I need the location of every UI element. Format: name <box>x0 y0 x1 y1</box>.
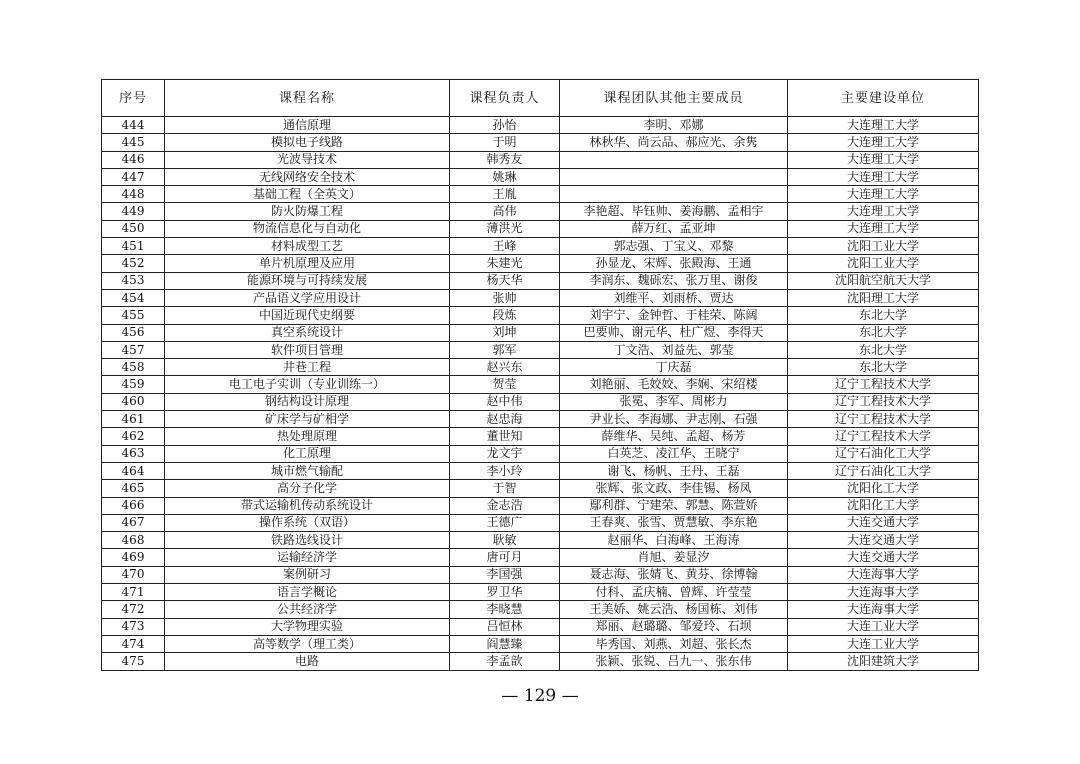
cell-team-members <box>560 168 788 185</box>
cell-team-members: 刘维平、刘雨桥、贾达 <box>560 289 788 306</box>
cell-course-name: 大学物理实验 <box>165 618 450 635</box>
cell-team-members: 李润东、魏砾宏、张万里、谢俊 <box>560 272 788 289</box>
cell-course-name: 井巷工程 <box>165 359 450 376</box>
cell-course-lead: 唐可月 <box>450 549 560 566</box>
cell-course-name: 物流信息化与自动化 <box>165 220 450 237</box>
cell-course-name: 产品语义学应用设计 <box>165 289 450 306</box>
cell-no: 457 <box>102 341 165 358</box>
cell-course-name: 公共经济学 <box>165 601 450 618</box>
cell-unit: 大连理工大学 <box>788 220 979 237</box>
cell-course-name: 电工电子实训（专业训练一） <box>165 376 450 393</box>
cell-team-members <box>560 186 788 203</box>
table-row <box>102 186 979 203</box>
header-course-lead: 课程负责人 <box>450 80 560 117</box>
cell-course-name: 真空系统设计 <box>165 324 450 341</box>
table-row <box>102 134 979 151</box>
cell-course-lead: 吕恒林 <box>450 618 560 635</box>
header-team-members: 课程团队其他主要成员 <box>560 80 788 117</box>
cell-team-members: 刘宇宁、金钟哲、于桂荣、陈阔 <box>560 307 788 324</box>
cell-course-lead: 王峰 <box>450 238 560 255</box>
cell-unit: 辽宁工程技术大学 <box>788 376 979 393</box>
table-row <box>102 151 979 168</box>
cell-no: 475 <box>102 653 165 670</box>
table-row <box>102 255 979 272</box>
cell-course-lead: 朱建光 <box>450 255 560 272</box>
cell-course-name: 案例研习 <box>165 566 450 583</box>
cell-no: 444 <box>102 117 165 134</box>
cell-course-name: 高分子化学 <box>165 480 450 497</box>
cell-unit: 大连海事大学 <box>788 601 979 618</box>
cell-team-members: 薛万红、孟亚坤 <box>560 220 788 237</box>
cell-course-lead: 韩秀友 <box>450 151 560 168</box>
cell-course-name: 运输经济学 <box>165 549 450 566</box>
cell-no: 465 <box>102 480 165 497</box>
header-unit: 主要建设单位 <box>788 80 979 117</box>
cell-team-members: 刘艳丽、毛姣姣、李娴、宋绍楼 <box>560 376 788 393</box>
cell-team-members: 聂志海、张婧飞、黄芬、徐博翰 <box>560 566 788 583</box>
cell-unit: 东北大学 <box>788 359 979 376</box>
cell-team-members: 丁文浩、刘益先、郭莹 <box>560 341 788 358</box>
cell-team-members: 王美娇、姚云浩、杨国栋、刘伟 <box>560 601 788 618</box>
table-row <box>102 514 979 531</box>
cell-team-members: 张颖、张锐、吕九一、张东伟 <box>560 653 788 670</box>
table-row <box>102 428 979 445</box>
cell-no: 459 <box>102 376 165 393</box>
cell-no: 449 <box>102 203 165 220</box>
cell-team-members: 林秋华、尚云品、郝应光、余隽 <box>560 134 788 151</box>
cell-course-name: 语言学概论 <box>165 584 450 601</box>
cell-team-members: 郑丽、赵璐璐、邹爱玲、石坝 <box>560 618 788 635</box>
cell-unit: 大连理工大学 <box>788 134 979 151</box>
cell-team-members: 毕秀国、刘燕、刘超、张长杰 <box>560 635 788 652</box>
cell-no: 458 <box>102 359 165 376</box>
cell-course-name: 中国近现代史纲要 <box>165 307 450 324</box>
cell-team-members: 谢飞、杨帆、王丹、王磊 <box>560 462 788 479</box>
cell-unit: 沈阳建筑大学 <box>788 653 979 670</box>
cell-course-lead: 李孟歆 <box>450 653 560 670</box>
table-row <box>102 272 979 289</box>
cell-course-name: 光波导技术 <box>165 151 450 168</box>
cell-course-lead: 阎慧臻 <box>450 635 560 652</box>
header-no: 序号 <box>102 80 165 117</box>
cell-no: 474 <box>102 635 165 652</box>
table-row <box>102 238 979 255</box>
cell-team-members <box>560 151 788 168</box>
cell-course-lead: 李小玲 <box>450 462 560 479</box>
cell-course-name: 单片机原理及应用 <box>165 255 450 272</box>
cell-course-name: 高等数学（理工类） <box>165 635 450 652</box>
cell-course-lead: 王德广 <box>450 514 560 531</box>
table-row <box>102 653 979 670</box>
cell-unit: 辽宁工程技术大学 <box>788 393 979 410</box>
cell-no: 456 <box>102 324 165 341</box>
table-body <box>102 117 979 671</box>
cell-no: 447 <box>102 168 165 185</box>
cell-team-members: 郭志强、丁宝义、邓黎 <box>560 238 788 255</box>
cell-course-lead: 赵中伟 <box>450 393 560 410</box>
cell-course-lead: 李晓慧 <box>450 601 560 618</box>
cell-unit: 辽宁石油化工大学 <box>788 445 979 462</box>
cell-course-name: 铁路选线设计 <box>165 532 450 549</box>
cell-course-name: 带式运输机传动系统设计 <box>165 497 450 514</box>
cell-course-lead: 于明 <box>450 134 560 151</box>
cell-no: 446 <box>102 151 165 168</box>
cell-course-lead: 刘坤 <box>450 324 560 341</box>
table-row <box>102 341 979 358</box>
cell-team-members: 赵丽华、白海峰、王海涛 <box>560 532 788 549</box>
table-row <box>102 635 979 652</box>
cell-no: 464 <box>102 462 165 479</box>
cell-team-members: 孙显龙、宋辉、张殿海、王通 <box>560 255 788 272</box>
cell-course-lead: 李国强 <box>450 566 560 583</box>
cell-course-lead: 孙怡 <box>450 117 560 134</box>
cell-course-lead: 金志浩 <box>450 497 560 514</box>
cell-team-members: 鄢利群、宁建荣、郭慧、陈萱娇 <box>560 497 788 514</box>
cell-course-name: 基础工程（全英文） <box>165 186 450 203</box>
cell-course-name: 材料成型工艺 <box>165 238 450 255</box>
cell-course-name: 热处理原理 <box>165 428 450 445</box>
cell-no: 452 <box>102 255 165 272</box>
cell-course-name: 防火防爆工程 <box>165 203 450 220</box>
cell-no: 455 <box>102 307 165 324</box>
cell-team-members: 尹业长、李海娜、尹志刚、石强 <box>560 411 788 428</box>
cell-no: 473 <box>102 618 165 635</box>
cell-course-name: 模拟电子线路 <box>165 134 450 151</box>
cell-no: 466 <box>102 497 165 514</box>
cell-unit: 沈阳航空航天大学 <box>788 272 979 289</box>
cell-team-members: 李明、邓娜 <box>560 117 788 134</box>
cell-no: 463 <box>102 445 165 462</box>
cell-no: 445 <box>102 134 165 151</box>
cell-unit: 东北大学 <box>788 341 979 358</box>
table-row <box>102 117 979 134</box>
cell-course-lead: 高伟 <box>450 203 560 220</box>
cell-course-lead: 王胤 <box>450 186 560 203</box>
cell-course-name: 软件项目管理 <box>165 341 450 358</box>
cell-unit: 大连交通大学 <box>788 549 979 566</box>
cell-course-name: 矿床学与矿相学 <box>165 411 450 428</box>
cell-unit: 辽宁石油化工大学 <box>788 462 979 479</box>
cell-no: 448 <box>102 186 165 203</box>
cell-course-lead: 杨天华 <box>450 272 560 289</box>
cell-course-lead: 张帅 <box>450 289 560 306</box>
table-row <box>102 393 979 410</box>
cell-course-name: 无线网络安全技术 <box>165 168 450 185</box>
cell-unit: 大连理工大学 <box>788 168 979 185</box>
cell-no: 451 <box>102 238 165 255</box>
table-header-row <box>102 80 979 117</box>
cell-course-name: 通信原理 <box>165 117 450 134</box>
cell-course-lead: 耿敏 <box>450 532 560 549</box>
table-row <box>102 203 979 220</box>
table-row <box>102 307 979 324</box>
cell-course-name: 城市燃气输配 <box>165 462 450 479</box>
cell-unit: 沈阳化工大学 <box>788 497 979 514</box>
cell-unit: 辽宁工程技术大学 <box>788 428 979 445</box>
cell-course-lead: 赵忠海 <box>450 411 560 428</box>
cell-unit: 东北大学 <box>788 324 979 341</box>
cell-course-name: 操作系统（双语） <box>165 514 450 531</box>
table-row <box>102 497 979 514</box>
cell-no: 453 <box>102 272 165 289</box>
cell-unit: 辽宁工程技术大学 <box>788 411 979 428</box>
cell-team-members: 巴要帅、谢元华、杜广煜、李得天 <box>560 324 788 341</box>
cell-no: 469 <box>102 549 165 566</box>
table-row <box>102 549 979 566</box>
table-row <box>102 220 979 237</box>
cell-unit: 东北大学 <box>788 307 979 324</box>
cell-no: 470 <box>102 566 165 583</box>
cell-course-name: 钢结构设计原理 <box>165 393 450 410</box>
cell-course-lead: 龙文宇 <box>450 445 560 462</box>
table-row <box>102 462 979 479</box>
table-row <box>102 324 979 341</box>
cell-no: 471 <box>102 584 165 601</box>
cell-unit: 大连理工大学 <box>788 151 979 168</box>
table-row <box>102 601 979 618</box>
table-row <box>102 168 979 185</box>
table-row <box>102 566 979 583</box>
table-row <box>102 532 979 549</box>
cell-course-lead: 姚琳 <box>450 168 560 185</box>
cell-unit: 大连交通大学 <box>788 532 979 549</box>
cell-course-lead: 贺莹 <box>450 376 560 393</box>
cell-course-name: 电路 <box>165 653 450 670</box>
cell-no: 467 <box>102 514 165 531</box>
cell-course-name: 化工原理 <box>165 445 450 462</box>
cell-team-members: 王春爽、张雪、贾慧敏、李东艳 <box>560 514 788 531</box>
table-row <box>102 289 979 306</box>
cell-unit: 大连海事大学 <box>788 566 979 583</box>
cell-unit: 大连工业大学 <box>788 618 979 635</box>
cell-unit: 大连理工大学 <box>788 117 979 134</box>
cell-unit: 大连海事大学 <box>788 584 979 601</box>
cell-team-members: 李艳超、毕钰帅、姜海鹏、孟相宇 <box>560 203 788 220</box>
cell-team-members: 肖旭、姜显汐 <box>560 549 788 566</box>
cell-unit: 大连理工大学 <box>788 203 979 220</box>
table-row <box>102 376 979 393</box>
table-row <box>102 584 979 601</box>
cell-no: 450 <box>102 220 165 237</box>
cell-team-members: 薛维华、吴纯、孟超、杨芳 <box>560 428 788 445</box>
cell-unit: 大连理工大学 <box>788 186 979 203</box>
table-row <box>102 411 979 428</box>
cell-unit: 沈阳理工大学 <box>788 289 979 306</box>
cell-course-lead: 罗卫华 <box>450 584 560 601</box>
table-row <box>102 480 979 497</box>
cell-unit: 沈阳化工大学 <box>788 480 979 497</box>
cell-course-lead: 段炼 <box>450 307 560 324</box>
cell-course-lead: 于智 <box>450 480 560 497</box>
cell-course-lead: 郭军 <box>450 341 560 358</box>
cell-unit: 沈阳工业大学 <box>788 255 979 272</box>
cell-team-members: 丁庆磊 <box>560 359 788 376</box>
cell-unit: 沈阳工业大学 <box>788 238 979 255</box>
table-row <box>102 445 979 462</box>
cell-team-members: 张冕、李军、周彬力 <box>560 393 788 410</box>
cell-no: 472 <box>102 601 165 618</box>
page-number: — 129 — <box>501 686 579 706</box>
cell-unit: 大连交通大学 <box>788 514 979 531</box>
cell-course-lead: 赵兴东 <box>450 359 560 376</box>
course-table <box>101 79 979 671</box>
cell-no: 461 <box>102 411 165 428</box>
cell-no: 460 <box>102 393 165 410</box>
cell-course-lead: 薄洪光 <box>450 220 560 237</box>
cell-team-members: 张辉、张文政、李佳锡、杨凤 <box>560 480 788 497</box>
cell-team-members: 付科、孟庆楠、曾辉、许莹莹 <box>560 584 788 601</box>
header-course-name: 课程名称 <box>165 80 450 117</box>
table-row <box>102 618 979 635</box>
cell-course-name: 能源环境与可持续发展 <box>165 272 450 289</box>
cell-no: 468 <box>102 532 165 549</box>
table-row <box>102 359 979 376</box>
cell-no: 462 <box>102 428 165 445</box>
cell-team-members: 白英芝、凌江华、王晓宁 <box>560 445 788 462</box>
cell-unit: 大连工业大学 <box>788 635 979 652</box>
cell-no: 454 <box>102 289 165 306</box>
cell-course-lead: 董世知 <box>450 428 560 445</box>
